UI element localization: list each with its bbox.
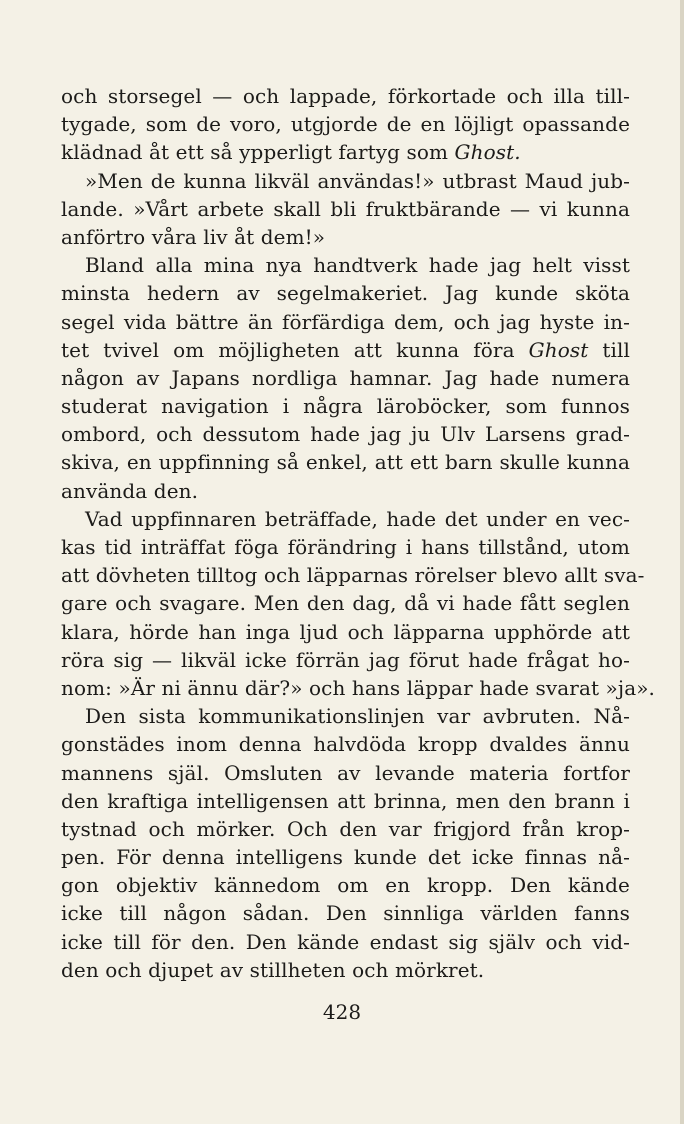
text-line: tystnad och mörker. Och den var frigjord från krop- <box>61 816 630 841</box>
text-line: kas tid inträffat föga förändring i hans tillstånd, utom <box>61 535 630 559</box>
text-line: mannens själ. Omsluten av levande materia fortfor <box>61 760 630 785</box>
text-line: att dövheten tilltog och läpparnas rörelser blevo allt sva- <box>61 563 645 588</box>
text-line: icke till någon sådan. Den sinnliga världen fanns <box>61 901 630 926</box>
text-line: pen. För denna intelligens kunde det icke finnas nå- <box>61 845 630 870</box>
text-line: segel vida bättre än förfärdiga dem, och jag hyste in- <box>61 309 630 334</box>
text-line: icke till för den. Den kände endast sig själv och vid- <box>61 929 630 954</box>
ship-name-italic: Ghost. <box>454 140 521 165</box>
text-line: studerat navigation i några läroböcker, som funnos <box>61 394 630 419</box>
book-page-text <box>61 82 656 984</box>
text-line: använda den. <box>61 478 199 503</box>
page-edge <box>680 0 684 1124</box>
text-line: skiva, en uppfinning så enkel, att ett barn skulle kunna <box>61 450 630 475</box>
text-line: Bland alla mina nya handtverk hade jag helt visst <box>85 253 630 278</box>
text-line: klara, hörde han inga ljud och läpparna upphörde att <box>61 619 630 644</box>
text-line: klädnad åt ett så ypperligt fartyg som Ghost. <box>61 140 521 165</box>
text-line: ombord, och dessutom hade jag ju Ulv Larsens grad- <box>61 422 630 447</box>
text-line: lande. »Vårt arbete skall bli fruktbärande — vi kunna <box>61 196 630 221</box>
text-line: den och djupet av stillheten och mörkret. <box>61 957 485 982</box>
text-line: gare och svagare. Men den dag, då vi hade fått seglen <box>61 591 630 616</box>
text-line: Den sista kommunikationslinjen var avbruten. Nå- <box>85 704 630 729</box>
text-line: nom: »Är ni ännu där?» och hans läppar hade svarat »ja». <box>61 675 656 700</box>
text-line: gon objektiv kännedom om en kropp. Den kände <box>61 873 630 898</box>
text-line: någon av Japans nordliga hamnar. Jag hade numera <box>61 365 630 390</box>
text-line: »Men de kunna likväl användas!» utbrast Maud jub- <box>85 168 630 193</box>
text-line: den kraftiga intelligensen att brinna, men den brann i <box>61 788 630 813</box>
text-line: anförtro våra liv åt dem!» <box>61 224 326 249</box>
text-line: gonstädes inom denna halvdöda kropp dvaldes ännu <box>61 732 630 757</box>
text-line: röra sig — likväl icke förrän jag förut hade frågat ho- <box>61 647 630 672</box>
text-line: tet tvivel om möjligheten att kunna föra Ghost till <box>61 337 630 362</box>
text-line: minsta hedern av segelmakeriet. Jag kunde sköta <box>61 281 630 306</box>
ship-name-italic: Ghost <box>528 337 589 362</box>
text-line: Vad uppfinnaren beträffade, hade det under en vec- <box>85 506 630 531</box>
text-line: tygade, som de voro, utgjorde de en löjligt opassande <box>61 112 630 137</box>
text-line: och storsegel — och lappade, förkortade och illa till- <box>61 84 630 108</box>
page-number: 428 <box>322 1000 362 1024</box>
